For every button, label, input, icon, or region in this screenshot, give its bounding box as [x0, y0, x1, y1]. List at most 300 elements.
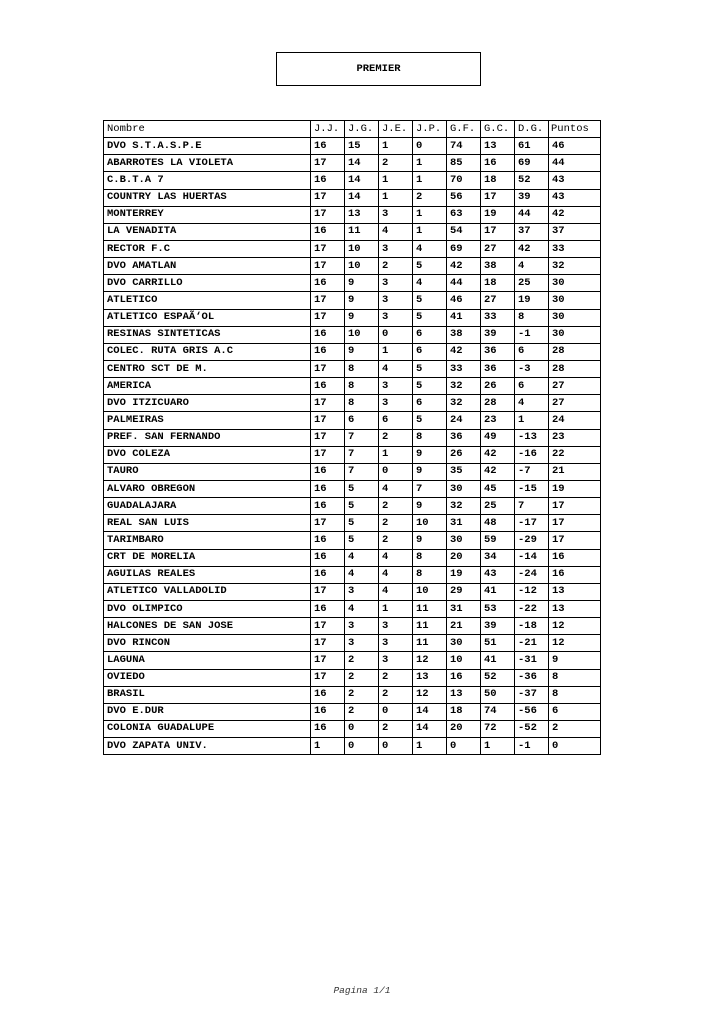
cell-puntos: 30	[549, 326, 601, 343]
cell-jj: 16	[311, 686, 345, 703]
cell-je: 1	[379, 172, 413, 189]
cell-gc: 48	[481, 515, 515, 532]
cell-gf: 44	[447, 275, 481, 292]
cell-dg: 4	[515, 395, 549, 412]
cell-puntos: 17	[549, 515, 601, 532]
cell-dg: -37	[515, 686, 549, 703]
cell-dg: 7	[515, 498, 549, 515]
table-row	[104, 275, 601, 292]
cell-jg: 5	[345, 515, 379, 532]
cell-dg: -16	[515, 446, 549, 463]
cell-puntos: 33	[549, 240, 601, 257]
cell-jp: 11	[413, 618, 447, 635]
cell-gc: 59	[481, 532, 515, 549]
cell-nombre: RECTOR F.C	[104, 240, 311, 257]
cell-jp: 11	[413, 635, 447, 652]
cell-gf: 29	[447, 583, 481, 600]
cell-gc: 13	[481, 138, 515, 155]
cell-dg: 44	[515, 206, 549, 223]
cell-gf: 63	[447, 206, 481, 223]
cell-nombre: DVO RINCON	[104, 635, 311, 652]
cell-nombre: MONTERREY	[104, 206, 311, 223]
cell-puntos: 17	[549, 532, 601, 549]
cell-nombre: ALVARO OBREGON	[104, 480, 311, 497]
cell-gf: 18	[447, 703, 481, 720]
cell-jj: 17	[311, 155, 345, 172]
cell-jg: 2	[345, 652, 379, 669]
cell-jp: 1	[413, 738, 447, 755]
cell-gf: 0	[447, 738, 481, 755]
cell-jj: 16	[311, 463, 345, 480]
cell-je: 2	[379, 532, 413, 549]
cell-jg: 10	[345, 258, 379, 275]
cell-gc: 74	[481, 703, 515, 720]
cell-gc: 26	[481, 378, 515, 395]
cell-jg: 5	[345, 498, 379, 515]
cell-dg: -14	[515, 549, 549, 566]
cell-gf: 32	[447, 395, 481, 412]
table-row	[104, 240, 601, 257]
cell-gc: 17	[481, 223, 515, 240]
table-row	[104, 155, 601, 172]
cell-dg: 4	[515, 258, 549, 275]
cell-nombre: OVIEDO	[104, 669, 311, 686]
cell-jj: 16	[311, 138, 345, 155]
header-je: J.E.	[379, 121, 413, 138]
cell-jp: 9	[413, 463, 447, 480]
cell-je: 2	[379, 686, 413, 703]
table-row	[104, 549, 601, 566]
cell-je: 3	[379, 206, 413, 223]
cell-puntos: 27	[549, 378, 601, 395]
cell-jj: 16	[311, 172, 345, 189]
cell-je: 1	[379, 343, 413, 360]
cell-je: 1	[379, 189, 413, 206]
cell-je: 2	[379, 155, 413, 172]
cell-nombre: C.B.T.A 7	[104, 172, 311, 189]
cell-je: 3	[379, 652, 413, 669]
cell-jj: 16	[311, 566, 345, 583]
cell-nombre: AGUILAS REALES	[104, 566, 311, 583]
cell-gf: 20	[447, 720, 481, 737]
cell-gf: 46	[447, 292, 481, 309]
cell-dg: -36	[515, 669, 549, 686]
cell-gf: 24	[447, 412, 481, 429]
header-jj: J.J.	[311, 121, 345, 138]
header-dg: D.G.	[515, 121, 549, 138]
cell-jg: 8	[345, 360, 379, 377]
cell-nombre: ATLETICO VALLADOLID	[104, 583, 311, 600]
cell-gc: 39	[481, 618, 515, 635]
cell-jj: 16	[311, 480, 345, 497]
cell-je: 2	[379, 669, 413, 686]
cell-dg: 39	[515, 189, 549, 206]
cell-gf: 19	[447, 566, 481, 583]
cell-jj: 17	[311, 583, 345, 600]
cell-je: 1	[379, 138, 413, 155]
cell-gc: 19	[481, 206, 515, 223]
table-row	[104, 703, 601, 720]
cell-puntos: 6	[549, 703, 601, 720]
cell-je: 4	[379, 549, 413, 566]
cell-nombre: COLONIA GUADALUPE	[104, 720, 311, 737]
cell-dg: -18	[515, 618, 549, 635]
cell-puntos: 30	[549, 309, 601, 326]
cell-jj: 17	[311, 189, 345, 206]
cell-nombre: COLEC. RUTA GRIS A.C	[104, 343, 311, 360]
cell-gc: 25	[481, 498, 515, 515]
cell-jp: 12	[413, 686, 447, 703]
cell-puntos: 30	[549, 292, 601, 309]
cell-jj: 17	[311, 292, 345, 309]
cell-jp: 8	[413, 549, 447, 566]
cell-gc: 41	[481, 583, 515, 600]
cell-gf: 85	[447, 155, 481, 172]
cell-jg: 9	[345, 309, 379, 326]
cell-puntos: 37	[549, 223, 601, 240]
cell-jj: 17	[311, 446, 345, 463]
cell-jp: 8	[413, 429, 447, 446]
cell-gc: 72	[481, 720, 515, 737]
page-title	[276, 52, 481, 86]
cell-dg: 61	[515, 138, 549, 155]
cell-gc: 42	[481, 446, 515, 463]
cell-dg: -31	[515, 652, 549, 669]
cell-jp: 14	[413, 703, 447, 720]
cell-jp: 6	[413, 326, 447, 343]
table-row	[104, 686, 601, 703]
cell-gf: 36	[447, 429, 481, 446]
table-row	[104, 223, 601, 240]
cell-gc: 38	[481, 258, 515, 275]
cell-dg: -12	[515, 583, 549, 600]
cell-je: 6	[379, 412, 413, 429]
cell-je: 2	[379, 720, 413, 737]
cell-nombre: ABARROTES LA VIOLETA	[104, 155, 311, 172]
cell-je: 3	[379, 618, 413, 635]
cell-nombre: TARIMBARO	[104, 532, 311, 549]
cell-gc: 43	[481, 566, 515, 583]
cell-dg: 42	[515, 240, 549, 257]
cell-gf: 54	[447, 223, 481, 240]
cell-je: 3	[379, 635, 413, 652]
table-row	[104, 600, 601, 617]
cell-nombre: LAGUNA	[104, 652, 311, 669]
cell-puntos: 0	[549, 738, 601, 755]
cell-jp: 5	[413, 309, 447, 326]
cell-jj: 16	[311, 549, 345, 566]
cell-gf: 31	[447, 600, 481, 617]
cell-dg: -17	[515, 515, 549, 532]
cell-jj: 16	[311, 498, 345, 515]
cell-nombre: DVO ZAPATA UNIV.	[104, 738, 311, 755]
cell-puntos: 12	[549, 618, 601, 635]
cell-gf: 32	[447, 498, 481, 515]
cell-gc: 23	[481, 412, 515, 429]
cell-jg: 0	[345, 738, 379, 755]
cell-jj: 16	[311, 703, 345, 720]
cell-dg: -22	[515, 600, 549, 617]
table-row	[104, 635, 601, 652]
cell-jp: 5	[413, 258, 447, 275]
cell-gc: 1	[481, 738, 515, 755]
cell-puntos: 43	[549, 189, 601, 206]
table-row	[104, 309, 601, 326]
cell-nombre: ATLETICO	[104, 292, 311, 309]
header-row	[104, 121, 601, 138]
cell-jj: 17	[311, 395, 345, 412]
cell-jp: 5	[413, 412, 447, 429]
cell-gf: 13	[447, 686, 481, 703]
cell-gc: 34	[481, 549, 515, 566]
cell-puntos: 30	[549, 275, 601, 292]
cell-jg: 4	[345, 549, 379, 566]
cell-jj: 17	[311, 206, 345, 223]
cell-dg: -1	[515, 738, 549, 755]
cell-je: 4	[379, 480, 413, 497]
cell-jj: 16	[311, 223, 345, 240]
cell-jp: 7	[413, 480, 447, 497]
table-row	[104, 532, 601, 549]
cell-dg: 8	[515, 309, 549, 326]
cell-dg: 25	[515, 275, 549, 292]
cell-gc: 28	[481, 395, 515, 412]
cell-jg: 8	[345, 378, 379, 395]
table-row	[104, 395, 601, 412]
header-puntos: Puntos	[549, 121, 601, 138]
cell-jp: 13	[413, 669, 447, 686]
cell-je: 4	[379, 223, 413, 240]
cell-jp: 14	[413, 720, 447, 737]
table-row	[104, 172, 601, 189]
header-jp: J.P.	[413, 121, 447, 138]
cell-je: 3	[379, 378, 413, 395]
cell-gc: 36	[481, 360, 515, 377]
table-row	[104, 429, 601, 446]
cell-jg: 2	[345, 703, 379, 720]
cell-jj: 17	[311, 258, 345, 275]
cell-je: 4	[379, 360, 413, 377]
cell-gc: 27	[481, 292, 515, 309]
cell-jj: 16	[311, 326, 345, 343]
cell-jj: 17	[311, 669, 345, 686]
cell-nombre: AMERICA	[104, 378, 311, 395]
cell-je: 0	[379, 703, 413, 720]
cell-jp: 4	[413, 275, 447, 292]
cell-nombre: COUNTRY LAS HUERTAS	[104, 189, 311, 206]
cell-gf: 38	[447, 326, 481, 343]
cell-jg: 0	[345, 720, 379, 737]
cell-puntos: 21	[549, 463, 601, 480]
table-row	[104, 189, 601, 206]
cell-gf: 16	[447, 669, 481, 686]
cell-puntos: 44	[549, 155, 601, 172]
table-row	[104, 669, 601, 686]
cell-puntos: 27	[549, 395, 601, 412]
cell-jg: 7	[345, 429, 379, 446]
cell-puntos: 46	[549, 138, 601, 155]
cell-gf: 42	[447, 258, 481, 275]
header-jg: J.G.	[345, 121, 379, 138]
cell-gc: 16	[481, 155, 515, 172]
cell-je: 4	[379, 566, 413, 583]
cell-nombre: ATLETICO ESPAÃ‘OL	[104, 309, 311, 326]
cell-nombre: CENTRO SCT DE M.	[104, 360, 311, 377]
cell-puntos: 43	[549, 172, 601, 189]
cell-nombre: DVO E.DUR	[104, 703, 311, 720]
cell-jg: 3	[345, 618, 379, 635]
cell-jj: 17	[311, 652, 345, 669]
cell-nombre: BRASIL	[104, 686, 311, 703]
cell-jp: 1	[413, 155, 447, 172]
cell-nombre: HALCONES DE SAN JOSE	[104, 618, 311, 635]
cell-jp: 1	[413, 206, 447, 223]
cell-je: 0	[379, 738, 413, 755]
cell-je: 4	[379, 583, 413, 600]
table-row	[104, 720, 601, 737]
cell-jj: 17	[311, 240, 345, 257]
cell-gc: 36	[481, 343, 515, 360]
cell-dg: -13	[515, 429, 549, 446]
cell-jj: 16	[311, 720, 345, 737]
cell-jg: 7	[345, 463, 379, 480]
table-row	[104, 652, 601, 669]
cell-gc: 18	[481, 275, 515, 292]
table-row	[104, 498, 601, 515]
cell-gf: 30	[447, 532, 481, 549]
cell-dg: -1	[515, 326, 549, 343]
cell-jj: 17	[311, 412, 345, 429]
cell-jg: 10	[345, 326, 379, 343]
cell-jp: 11	[413, 600, 447, 617]
cell-puntos: 28	[549, 343, 601, 360]
cell-gc: 42	[481, 463, 515, 480]
cell-je: 0	[379, 463, 413, 480]
cell-jj: 16	[311, 343, 345, 360]
table-header	[104, 121, 601, 138]
cell-gf: 30	[447, 635, 481, 652]
cell-puntos: 32	[549, 258, 601, 275]
table-row	[104, 360, 601, 377]
cell-nombre: REAL SAN LUIS	[104, 515, 311, 532]
cell-jj: 17	[311, 309, 345, 326]
cell-jp: 12	[413, 652, 447, 669]
cell-nombre: LA VENADITA	[104, 223, 311, 240]
cell-gf: 10	[447, 652, 481, 669]
cell-dg: -15	[515, 480, 549, 497]
cell-jg: 4	[345, 600, 379, 617]
table-row	[104, 206, 601, 223]
cell-jg: 3	[345, 583, 379, 600]
table-row	[104, 378, 601, 395]
cell-jg: 7	[345, 446, 379, 463]
cell-jp: 0	[413, 138, 447, 155]
cell-dg: 19	[515, 292, 549, 309]
cell-jj: 17	[311, 515, 345, 532]
cell-jg: 13	[345, 206, 379, 223]
cell-jp: 9	[413, 446, 447, 463]
cell-jp: 6	[413, 395, 447, 412]
cell-puntos: 8	[549, 686, 601, 703]
cell-jj: 1	[311, 738, 345, 755]
cell-jg: 3	[345, 635, 379, 652]
cell-gc: 18	[481, 172, 515, 189]
cell-dg: 37	[515, 223, 549, 240]
cell-jj: 17	[311, 429, 345, 446]
table-row	[104, 566, 601, 583]
cell-gf: 69	[447, 240, 481, 257]
standings-table	[103, 120, 601, 755]
cell-dg: 69	[515, 155, 549, 172]
cell-gc: 51	[481, 635, 515, 652]
cell-gf: 21	[447, 618, 481, 635]
cell-puntos: 17	[549, 498, 601, 515]
table-row	[104, 258, 601, 275]
cell-jj: 17	[311, 635, 345, 652]
cell-jg: 14	[345, 155, 379, 172]
cell-gf: 30	[447, 480, 481, 497]
cell-jg: 4	[345, 566, 379, 583]
cell-je: 3	[379, 240, 413, 257]
cell-jj: 17	[311, 360, 345, 377]
table-row	[104, 138, 601, 155]
cell-je: 3	[379, 395, 413, 412]
cell-dg: -21	[515, 635, 549, 652]
cell-gf: 32	[447, 378, 481, 395]
cell-gc: 50	[481, 686, 515, 703]
cell-puntos: 23	[549, 429, 601, 446]
cell-je: 1	[379, 600, 413, 617]
cell-dg: -24	[515, 566, 549, 583]
cell-dg: -56	[515, 703, 549, 720]
table-row	[104, 412, 601, 429]
header-nombre: Nombre	[104, 121, 311, 138]
cell-dg: -52	[515, 720, 549, 737]
cell-jp: 4	[413, 240, 447, 257]
cell-jj: 16	[311, 378, 345, 395]
cell-gf: 31	[447, 515, 481, 532]
cell-gf: 26	[447, 446, 481, 463]
cell-nombre: DVO ITZICUARO	[104, 395, 311, 412]
cell-gc: 27	[481, 240, 515, 257]
cell-gc: 52	[481, 669, 515, 686]
cell-dg: -29	[515, 532, 549, 549]
header-gc: G.C.	[481, 121, 515, 138]
cell-jp: 5	[413, 378, 447, 395]
cell-nombre: TAURO	[104, 463, 311, 480]
page-footer: Pagina 1/1	[333, 985, 391, 996]
cell-nombre: DVO CARRILLO	[104, 275, 311, 292]
cell-gf: 74	[447, 138, 481, 155]
cell-dg: -7	[515, 463, 549, 480]
table-row	[104, 515, 601, 532]
cell-je: 2	[379, 498, 413, 515]
cell-jg: 2	[345, 669, 379, 686]
cell-dg: 6	[515, 343, 549, 360]
cell-jg: 5	[345, 480, 379, 497]
cell-nombre: DVO OLIMPICO	[104, 600, 311, 617]
cell-jp: 5	[413, 360, 447, 377]
cell-je: 2	[379, 515, 413, 532]
cell-jp: 1	[413, 172, 447, 189]
cell-jg: 2	[345, 686, 379, 703]
cell-jg: 15	[345, 138, 379, 155]
cell-puntos: 28	[549, 360, 601, 377]
cell-jp: 8	[413, 566, 447, 583]
table-row	[104, 738, 601, 755]
cell-jg: 9	[345, 275, 379, 292]
cell-puntos: 16	[549, 549, 601, 566]
